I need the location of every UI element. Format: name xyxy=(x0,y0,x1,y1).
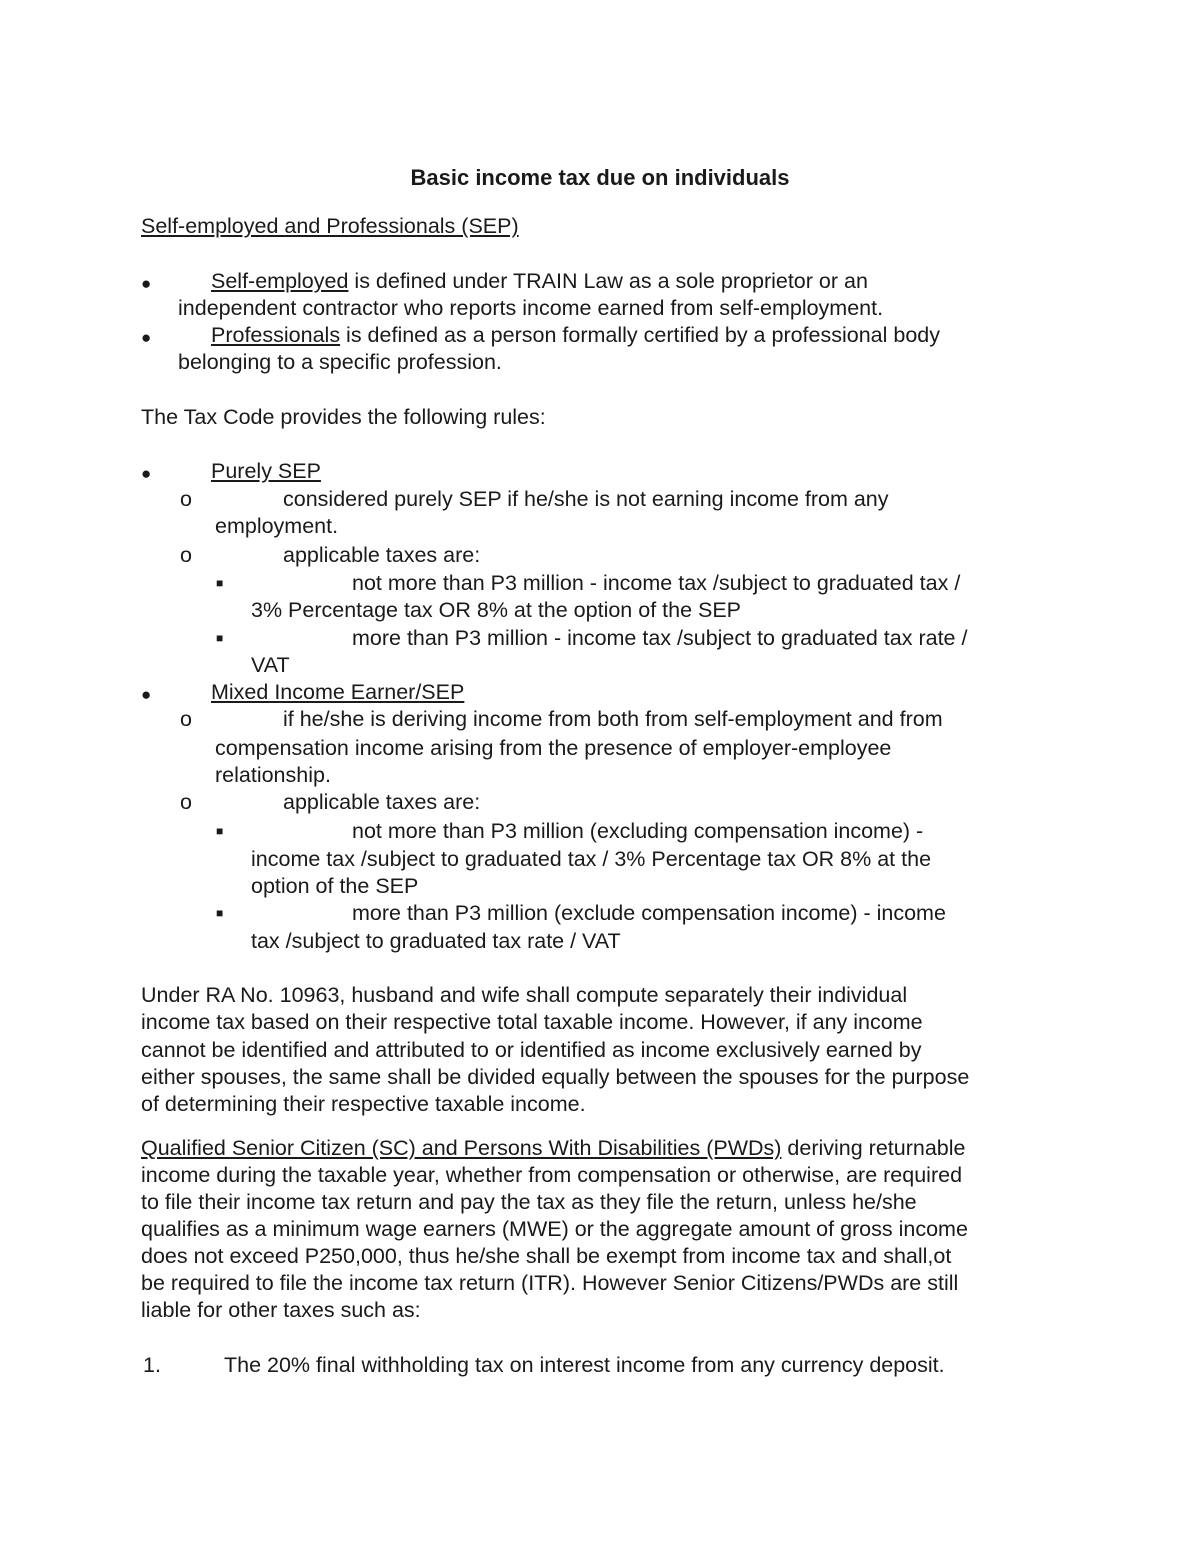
purely-sep-item: considered purely SEP if he/she is not earning income from any xyxy=(283,487,889,511)
sc-paragraph-line: income during the taxable year, whether from compensation or otherwise, are required xyxy=(141,1163,963,1187)
ra-paragraph-line: income tax based on their respective total taxable income. However, if any income xyxy=(141,1010,923,1034)
mixed-sep-subitem: more than P3 million (exclude compensation income) - income xyxy=(352,901,946,925)
mixed-sep-subitem: not more than P3 million (excluding compensation income) - xyxy=(352,819,924,843)
sc-paragraph-line: qualifies as a minimum wage earners (MWE) or the aggregate amount of gross income xyxy=(141,1217,968,1241)
sc-paragraph-line: be required to file the income tax return (ITR). However Senior Citizens/PWDs are still xyxy=(141,1271,959,1295)
square-bullet-icon: ■ xyxy=(216,906,224,920)
circle-bullet-icon: o xyxy=(180,790,192,814)
ra-paragraph-line: cannot be identified and attributed to or identified as income exclusively earned by xyxy=(141,1038,922,1062)
sc-paragraph-line: to file their income tax return and pay the tax as they file the return, unless he/she xyxy=(141,1190,917,1214)
mixed-sep-subitem-continued: tax /subject to graduated tax rate / VAT xyxy=(251,929,621,953)
circle-bullet-icon: o xyxy=(180,543,192,567)
purely-sep-item-continued: employment. xyxy=(215,514,339,538)
definition-text: is defined under TRAIN Law as a sole proprietor or an xyxy=(348,269,868,293)
definition-text: is defined as a person formally certified by a professional body xyxy=(340,323,941,347)
square-bullet-icon: ■ xyxy=(216,576,224,590)
section-heading: Self-employed and Professionals (SEP) xyxy=(141,214,519,238)
ra-paragraph-line: of determining their respective taxable income. xyxy=(141,1092,586,1116)
document-title: Basic income tax due on individuals xyxy=(410,165,790,190)
purely-sep-subitem: not more than P3 million - income tax /subject to graduated tax / xyxy=(352,571,961,595)
purely-sep-subitem-continued: VAT xyxy=(251,653,290,677)
purely-sep-item: applicable taxes are: xyxy=(283,543,481,567)
definition-text-continued: independent contractor who reports income earned from self-employment. xyxy=(178,296,884,320)
sc-paragraph-line: does not exceed P250,000, thus he/she shall be exempt from income tax and shall,ot xyxy=(141,1244,952,1268)
bullet-icon: ● xyxy=(141,328,152,347)
sc-paragraph-line: liable for other taxes such as: xyxy=(141,1298,421,1322)
bullet-icon: ● xyxy=(141,464,152,483)
purely-sep-subitem: more than P3 million - income tax /subject to graduated tax rate / xyxy=(352,626,968,650)
square-bullet-icon: ■ xyxy=(216,631,224,645)
term-self-employed: Self-employed xyxy=(211,269,349,293)
bullet-icon: ● xyxy=(141,685,152,704)
mixed-sep-subitem-continued: option of the SEP xyxy=(251,874,419,898)
purely-sep-subitem-continued: 3% Percentage tax OR 8% at the option of the SEP xyxy=(251,598,742,622)
numbered-item-number: 1. xyxy=(143,1353,161,1377)
ra-paragraph-line: Under RA No. 10963, husband and wife shall compute separately their individual xyxy=(141,983,908,1007)
sc-heading: Qualified Senior Citizen (SC) and Persons With Disabilities (PWDs) xyxy=(141,1136,782,1160)
purely-sep-heading: Purely SEP xyxy=(211,459,321,483)
definition-text-continued: belonging to a specific profession. xyxy=(178,350,502,374)
square-bullet-icon: ■ xyxy=(216,824,224,838)
circle-bullet-icon: o xyxy=(180,707,192,731)
mixed-sep-heading: Mixed Income Earner/SEP xyxy=(211,680,465,704)
mixed-sep-item: applicable taxes are: xyxy=(283,790,481,814)
mixed-sep-item-continued: relationship. xyxy=(215,763,331,787)
ra-paragraph-line: either spouses, the same shall be divided equally between the spouses for the purpose xyxy=(141,1065,970,1089)
mixed-sep-item: if he/she is deriving income from both from self-employment and from xyxy=(283,707,943,731)
mixed-sep-item-continued: compensation income arising from the presence of employer-employee xyxy=(215,736,892,760)
definition-self-employed xyxy=(211,268,868,295)
bullet-icon: ● xyxy=(141,274,152,293)
numbered-item-text: The 20% final withholding tax on interest income from any currency deposit. xyxy=(224,1353,945,1377)
mixed-sep-subitem-continued: income tax /subject to graduated tax / 3% Percentage tax OR 8% at the xyxy=(251,847,932,871)
definition-professionals xyxy=(211,322,940,349)
sc-paragraph-first-line xyxy=(141,1135,966,1162)
term-professionals: Professionals xyxy=(211,323,341,347)
rules-intro: The Tax Code provides the following rules: xyxy=(141,405,546,429)
sc-text: deriving returnable xyxy=(781,1136,966,1160)
circle-bullet-icon: o xyxy=(180,487,192,511)
